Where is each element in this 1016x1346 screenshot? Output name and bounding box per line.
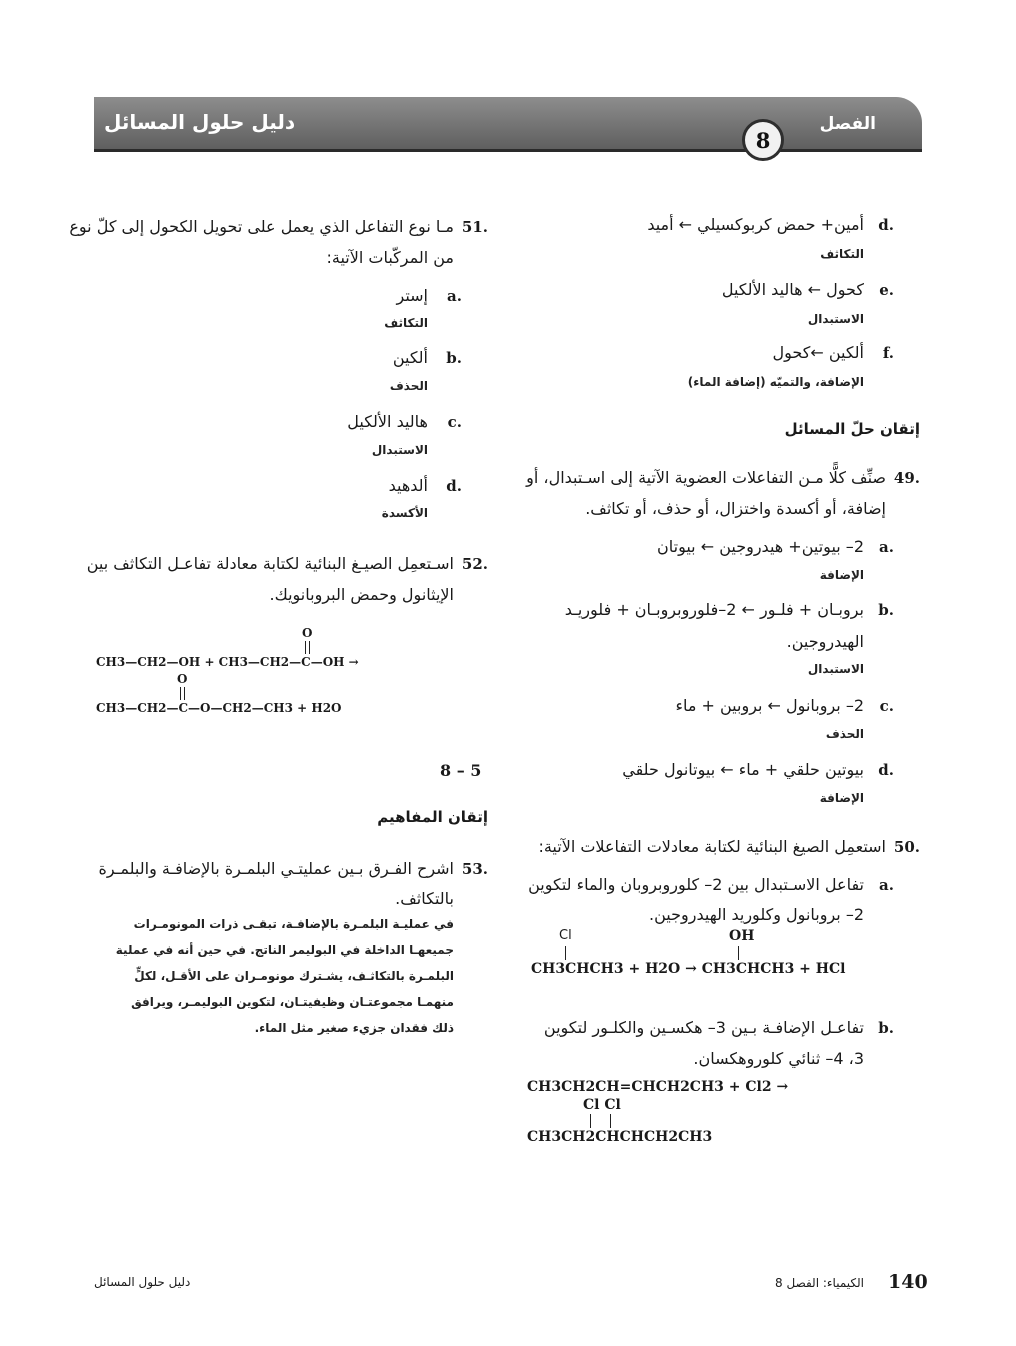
question-number: 53.	[461, 860, 488, 878]
answer-text: الحذف	[825, 727, 864, 741]
item-text: بيوتين حلقي + ماء ← بيوتانول حلقي	[622, 760, 864, 779]
answer-text: الاستبدال	[807, 312, 864, 326]
section-heading: إتقان المفاهيم	[377, 808, 488, 826]
item-letter: b.	[878, 1019, 894, 1037]
question-text: اسـتعمِل الصيـغ البنائية لكتابة معادلة تفاعـل التكاثف بين	[86, 554, 454, 573]
item-text: أمين+ حمض كربوكسيلي ← أميد	[647, 215, 864, 234]
question-number: 49.	[893, 469, 920, 487]
item-letter: f.	[882, 344, 894, 362]
carbonyl-oxygen: O	[302, 626, 313, 640]
double-bond-line	[180, 687, 181, 700]
page-number: 140	[888, 1271, 928, 1293]
answer-text: التكاثف	[820, 247, 864, 261]
item-letter: d.	[878, 761, 894, 779]
question-text: اشرح الفـرق بـين عمليتـي البلمـرة بالإضافـة والبلمـرة	[98, 859, 454, 878]
item-letter: c.	[447, 413, 462, 431]
answer-text: الحذف	[389, 379, 428, 393]
chemical-equation: CH3—CH2—OH + CH3—CH2—C—OH →	[96, 655, 359, 669]
bond-line	[738, 946, 739, 960]
item-text: ألدهيد	[388, 476, 428, 495]
item-text: 3، 4– ثنائي كلوروهكسان.	[693, 1049, 864, 1068]
item-letter: b.	[878, 601, 894, 619]
question-text: استعمِل الصيغ البنائية لكتابة معادلات التفاعلات الآتية:	[538, 837, 886, 856]
item-text: هاليد الألكيل	[347, 412, 428, 431]
item-text: الهيدروجين.	[786, 632, 864, 651]
footer-chapter-text: الكيمياء: الفصل 8	[775, 1276, 864, 1290]
answer-line: البلمـرة بالتكاثـف، يشـترك مونومـران على الأقـل، لكلٍّ	[134, 969, 454, 983]
question-number: 52.	[461, 555, 488, 573]
item-letter: c.	[879, 697, 894, 715]
substituents: Cl Cl	[583, 1097, 621, 1113]
bond-line	[590, 1114, 591, 1128]
substituent-oh: OH	[729, 928, 755, 944]
answer-line: في عمليـة البلمـرة بالإضافـة، تبقـى ذرات المونومـرات	[133, 917, 454, 931]
answer-text: الإضافة	[819, 568, 864, 582]
question-number: 50.	[893, 838, 920, 856]
item-text: 2– بيوتين+ هيدروجين ← بيوتان	[657, 537, 864, 556]
answer-text: الاستبدال	[807, 662, 864, 676]
item-text: ألكين ←كحول	[772, 343, 864, 362]
double-bond-line	[305, 641, 306, 654]
item-text: ألكين	[392, 348, 428, 367]
question-text: الإيثانول وحمض البروبانويك.	[269, 585, 454, 604]
chapter-number-badge: 8	[742, 119, 784, 161]
answer-text: الإضافة، والتميّه (إضافة الماء)	[687, 375, 864, 389]
double-bond-line	[309, 641, 310, 654]
page-title: دليل حلول المسائل	[104, 110, 296, 134]
item-text: 2– بروبانول ← بروبين + ماء	[675, 696, 864, 715]
question-text: مـا نوع التفاعل الذي يعمل على تحويل الكحول إلى كلّ نوع	[69, 217, 454, 236]
item-text: كحول ← هاليد الألكيل	[721, 280, 864, 299]
question-text: صنِّف كلًّا مـن التفاعلات العضوية الآتية إلى اسـتبدال، أو	[526, 468, 886, 487]
item-letter: a.	[879, 876, 894, 894]
answer-text: الإضافة	[819, 791, 864, 805]
section-number: 8 – 5	[440, 761, 482, 780]
section-heading: إتقان حلّ المسائل	[784, 420, 920, 438]
answer-line: منهمـا مجموعتـان وظيفيتـان، لتكوين البوليمـر، ويرافق	[131, 995, 454, 1009]
item-letter: a.	[447, 287, 462, 305]
question-text: بالتكاثف.	[395, 889, 454, 908]
answer-text: الاستبدال	[371, 443, 428, 457]
question-number: 51.	[461, 218, 488, 236]
chemical-equation: CH3CHCH3 + H2O → CH3CHCH3 + HCl	[531, 961, 846, 977]
item-text: 2– بروبانول وكلوريد الهيدروجين.	[649, 905, 864, 924]
item-letter: e.	[879, 281, 894, 299]
item-letter: d.	[446, 477, 462, 495]
chemical-equation: CH3—CH2—C—O—CH2—CH3 + H2O	[96, 701, 342, 715]
item-letter: b.	[446, 349, 462, 367]
answer-line: جميعهـا الداخلة في البوليمر الناتج. في حين أنه في عملية	[115, 943, 454, 957]
question-text: إضافة، أو أكسدة واختزال، أو حذف، أو تكاثف.	[585, 499, 886, 518]
answer-line: ذلك فقدان جزيء صغير مثل الماء.	[254, 1021, 454, 1035]
carbonyl-oxygen: O	[177, 672, 188, 686]
item-letter: d.	[878, 216, 894, 234]
footer-guide-text: دليل حلول المسائل	[94, 1275, 191, 1289]
chapter-label: الفصل	[819, 114, 876, 134]
item-text: تفاعـل الإضافـة بـين 3– هكسـين والكلـور لتكوين	[543, 1018, 864, 1037]
item-letter: a.	[879, 538, 894, 556]
chemical-equation: CH3CH2CHCHCH2CH3	[527, 1129, 713, 1145]
question-text: من المركّبات الآتية:	[326, 248, 454, 267]
bond-line	[610, 1114, 611, 1128]
substituent-cl: Cl	[559, 928, 572, 943]
item-text: بروبـان + فلـور ← 2–فلوروبروبـان + فلوريـد	[564, 600, 864, 619]
item-text: إستر	[396, 286, 428, 305]
bond-line	[565, 946, 566, 960]
item-text: تفاعل الاسـتبدال بين 2– كلوروبروبان والماء لتكوين	[528, 875, 864, 894]
chemical-equation: CH3CH2CH=CHCH2CH3 + Cl2 →	[527, 1079, 789, 1095]
answer-text: التكاثف	[384, 316, 428, 330]
answer-text: الأكسدة	[381, 506, 428, 520]
double-bond-line	[184, 687, 185, 700]
